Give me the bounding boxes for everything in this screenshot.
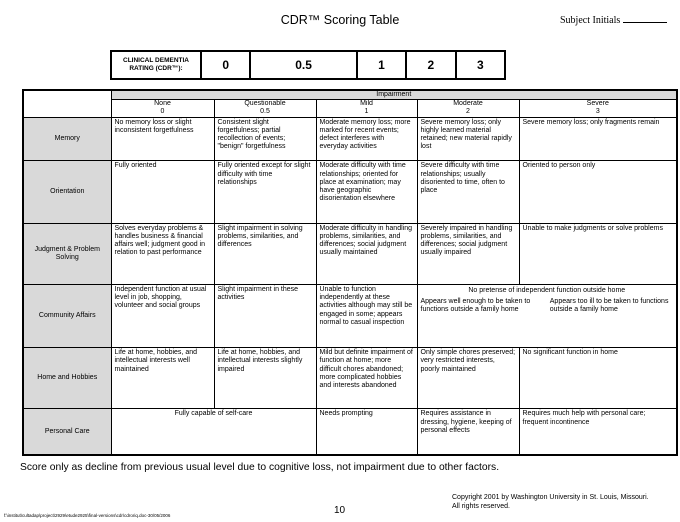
col-questionable-name: Questionable	[244, 100, 286, 108]
memory-moderate: Severe memory loss; only highly learned material retained; new material rapidly lost	[417, 117, 519, 161]
copyright-line-1: Copyright 2001 by Washington University in St. Louis, Missouri.	[452, 494, 649, 501]
community-questionable: Slight impairment in these activities	[214, 284, 316, 347]
row-label-memory: Memory	[23, 117, 111, 161]
community-split-body	[418, 297, 677, 315]
scoring-table	[22, 89, 678, 456]
memory-none: No memory loss or slight inconsistent forgetfulness	[111, 117, 214, 161]
judgment-moderate: Severely impaired in handling problems, similarities, and differences; social judgment usually impaired	[417, 223, 519, 284]
orientation-moderate: Severe difficulty with time relationships; usually disoriented to time, often to place	[417, 161, 519, 223]
row-community	[23, 284, 677, 347]
page-number: 10	[334, 505, 346, 516]
community-merged-header: No pretense of independent function outside home	[468, 286, 626, 294]
community-moderate: Appears well enough to be taken to functions outside a family home	[420, 298, 531, 314]
copyright-line-2: All rights reserved.	[452, 503, 510, 510]
memory-mild: Moderate memory loss; more marked for recent events; defect interferes with everyday activities	[316, 117, 417, 161]
row-label-community: Community Affairs	[23, 284, 111, 347]
home-mild: Mild but definite impairment of function at home; more difficult chores abandoned; more complicated hobbies and interests abandoned	[316, 348, 417, 409]
judgment-mild: Moderate difficulty in handling problems, similarities, and differences; social judgment usually maintained	[316, 223, 417, 284]
orientation-questionable: Fully oriented except for slight difficulty with time relationships	[214, 161, 316, 223]
col-mild-score: 1	[364, 107, 369, 115]
orientation-mild: Moderate difficulty with time relationships; oriented for place at examination; may have geographic disorientation elsewhere	[316, 161, 417, 223]
copyright	[452, 493, 649, 511]
subject-initials	[560, 14, 667, 26]
community-none: Independent function at usual level in job, shopping, volunteer and social groups	[111, 284, 214, 347]
orientation-none: Fully oriented	[111, 161, 214, 223]
rating-option-0[interactable]: 0	[201, 51, 250, 79]
community-moderate-severe	[417, 284, 677, 347]
cdr-rating-label: CLINICAL DEMENTIA RATING (CDR™):	[111, 51, 201, 79]
row-orientation	[23, 161, 677, 223]
scoring-note: Score only as decline from previous usual level due to cognitive loss, not impairment due to other factors.	[20, 462, 500, 473]
row-memory	[23, 117, 677, 161]
row-label-orientation: Orientation	[23, 161, 111, 223]
file-path: f:\institut\cultadap\project\2929\etude2925\final-versions\cdr\cdroriq.doc-30/05/2006	[4, 513, 171, 518]
corner-cell	[23, 90, 111, 117]
rating-option-2[interactable]: 2	[406, 51, 455, 79]
personal-care-mild: Needs prompting	[316, 409, 417, 455]
impairment-header: Impairment	[111, 90, 677, 100]
subject-initials-field[interactable]	[623, 14, 667, 23]
cdr-rating-table	[110, 50, 506, 80]
memory-severe: Severe memory loss; only fragments remain	[519, 117, 677, 161]
judgment-severe: Unable to make judgments or solve problems	[519, 223, 677, 284]
col-mild	[316, 100, 417, 117]
personal-care-moderate: Requires assistance in dressing, hygiene, keeping of personal effects	[417, 409, 519, 455]
home-none: Life at home, hobbies, and intellectual interests well maintained	[111, 348, 214, 409]
row-judgment	[23, 223, 677, 284]
row-label-personal-care: Personal Care	[23, 409, 111, 455]
judgment-questionable: Slight impairment in solving problems, similarities, and differences	[214, 223, 316, 284]
memory-questionable: Consistent slight forgetfulness; partial recollection of events; "benign" forgetfulness	[214, 117, 316, 161]
col-severe-score: 3	[595, 107, 600, 115]
row-home	[23, 348, 677, 409]
col-none-score: 0	[160, 107, 165, 115]
personal-care-none-questionable: Fully capable of self-care	[111, 409, 316, 455]
col-questionable	[214, 100, 316, 117]
col-moderate	[417, 100, 519, 117]
page-title: CDR™ Scoring Table	[280, 13, 400, 27]
col-none-name: None	[154, 100, 171, 108]
rating-option-0-5[interactable]: 0.5	[250, 51, 356, 79]
col-severe	[519, 100, 677, 117]
community-mild: Unable to function independently at these activities although may still be engaged in some; appears normal to casual inspection	[316, 284, 417, 347]
col-questionable-score: 0.5	[260, 107, 270, 115]
row-label-home: Home and Hobbies	[23, 348, 111, 409]
subject-initials-label: Subject Initials	[560, 15, 621, 26]
row-personal-care	[23, 409, 677, 455]
col-mild-name: Mild	[360, 100, 373, 108]
personal-care-severe: Requires much help with personal care; frequent incontinence	[519, 409, 677, 455]
rating-option-3[interactable]: 3	[456, 51, 505, 79]
rating-option-1[interactable]: 1	[357, 51, 406, 79]
orientation-severe: Oriented to person only	[519, 161, 677, 223]
home-questionable: Life at home, hobbies, and intellectual interests slightly impaired	[214, 348, 316, 409]
home-moderate: Only simple chores preserved; very restricted interests, poorly maintained	[417, 348, 519, 409]
community-severe: Appears too ill to be taken to functions outside a family home	[549, 298, 669, 314]
col-moderate-name: Moderate	[453, 100, 483, 108]
col-moderate-score: 2	[466, 107, 470, 115]
home-severe: No significant function in home	[519, 348, 677, 409]
col-severe-name: Severe	[586, 100, 609, 108]
col-none	[111, 100, 214, 117]
row-label-judgment: Judgment & Problem Solving	[23, 223, 111, 284]
judgment-none: Solves everyday problems & handles business & financial affairs well; judgment good in relation to past performance	[111, 223, 214, 284]
